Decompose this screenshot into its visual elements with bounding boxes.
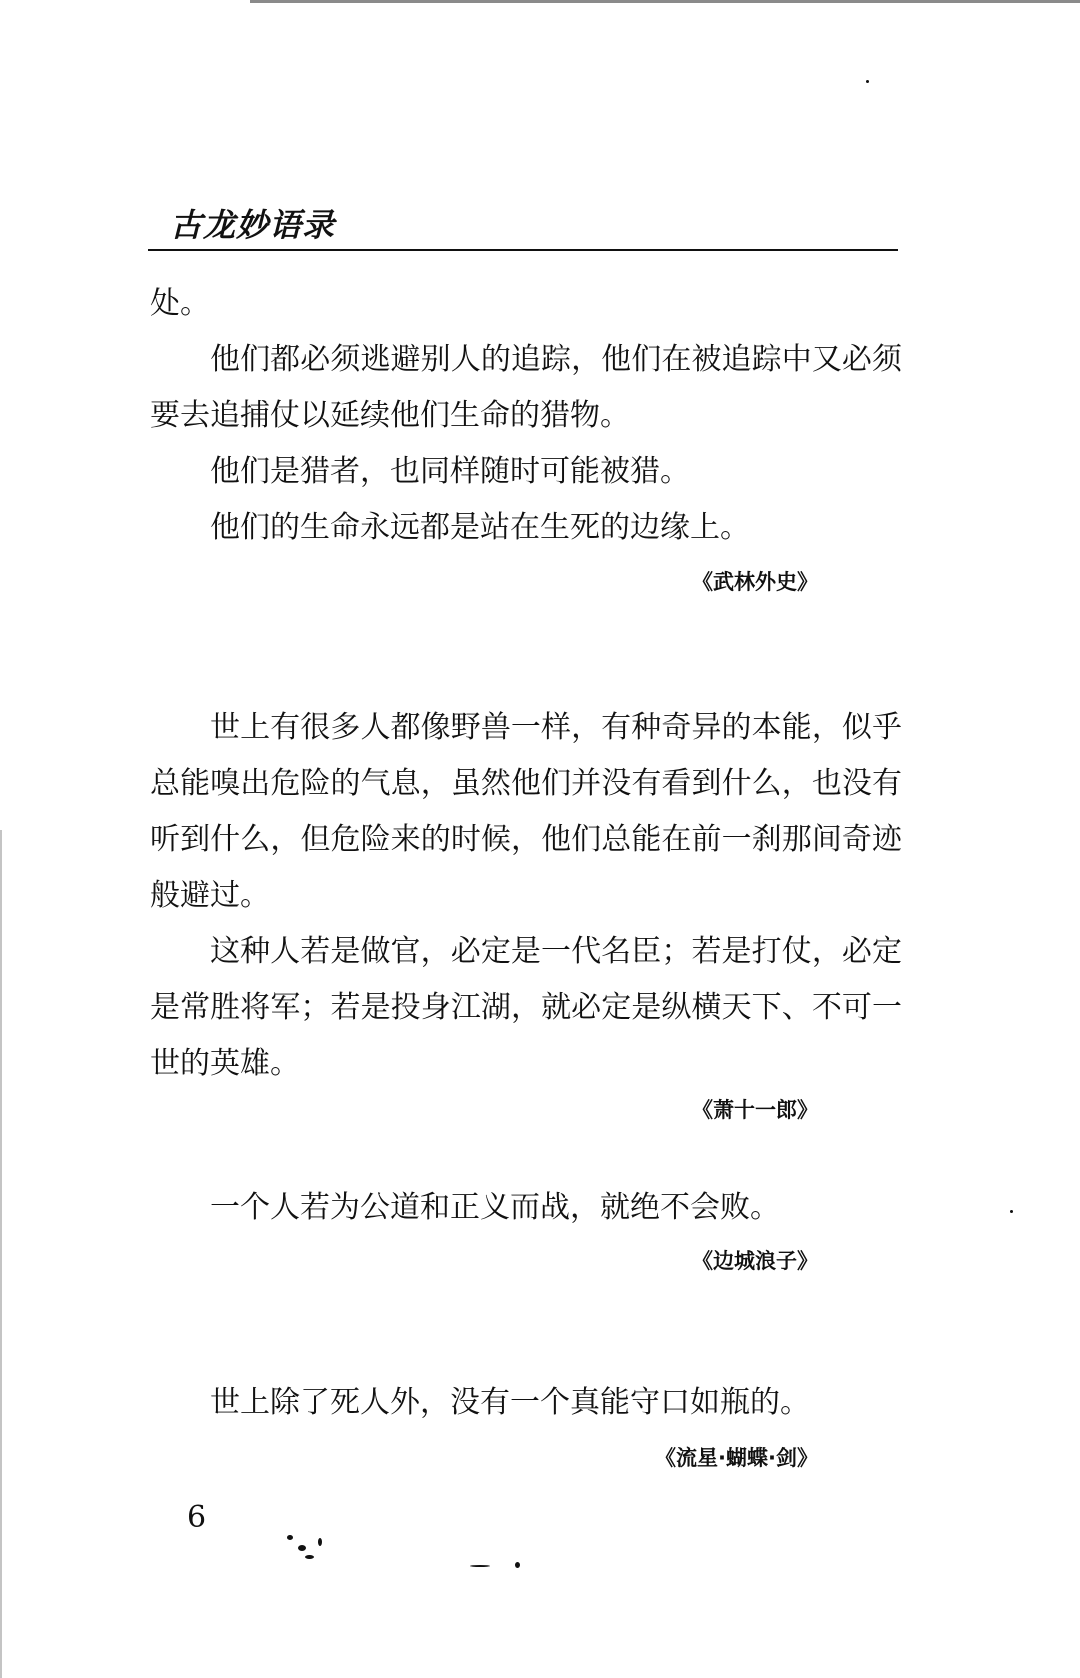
quote-source: 《流星·蝴蝶·剑》: [655, 1446, 818, 1470]
scan-speck: [866, 80, 869, 83]
header-rule: [148, 249, 898, 251]
running-header-title: 古龙妙语录: [170, 206, 336, 244]
paragraph-continuation: 处。: [150, 286, 210, 321]
scan-speck: [305, 1555, 314, 1559]
scan-speck: [515, 1562, 520, 1568]
quote-paragraph: 一个人若为公道和正义而战，就绝不会败。: [210, 1190, 780, 1225]
quote-paragraph: 世上除了死人外，没有一个真能守口如瓶的。: [210, 1385, 810, 1420]
quote-paragraph: 这种人若是做官，必定是一代名臣；若是打仗，必定是常胜将军；若是投身江湖，就必定是纵横天下、不可一世的英雄。: [150, 934, 902, 1081]
quote-source: 《萧十一郎》: [692, 1098, 818, 1122]
quote-paragraph: 他们都必须逃避别人的追踪，他们在被追踪中又必须要去追捕仗以延续他们生命的猎物。: [150, 342, 902, 433]
scan-speck: [287, 1535, 293, 1540]
quote-paragraph: 他们的生命永远都是站在生死的边缘上。: [210, 510, 750, 545]
scan-speck: [470, 1565, 490, 1567]
quote-paragraph: 世上有很多人都像野兽一样，有种奇异的本能，似乎总能嗅出危险的气息，虽然他们并没有看到什么，也没有听到什么，但危险来的时候，他们总能在前一刹那间奇迹般避过。: [150, 710, 902, 913]
scan-speck: [298, 1545, 306, 1551]
scan-speck: [318, 1538, 322, 1546]
scan-edge: [250, 0, 1080, 3]
scan-edge-left: [0, 830, 2, 1678]
scan-speck: [1010, 1210, 1013, 1213]
quote-source: 《边城浪子》: [692, 1249, 818, 1273]
page-number: 6: [187, 1500, 207, 1535]
quote-paragraph: 他们是猎者，也同样随时可能被猎。: [210, 454, 690, 489]
quote-source: 《武林外史》: [692, 570, 818, 594]
